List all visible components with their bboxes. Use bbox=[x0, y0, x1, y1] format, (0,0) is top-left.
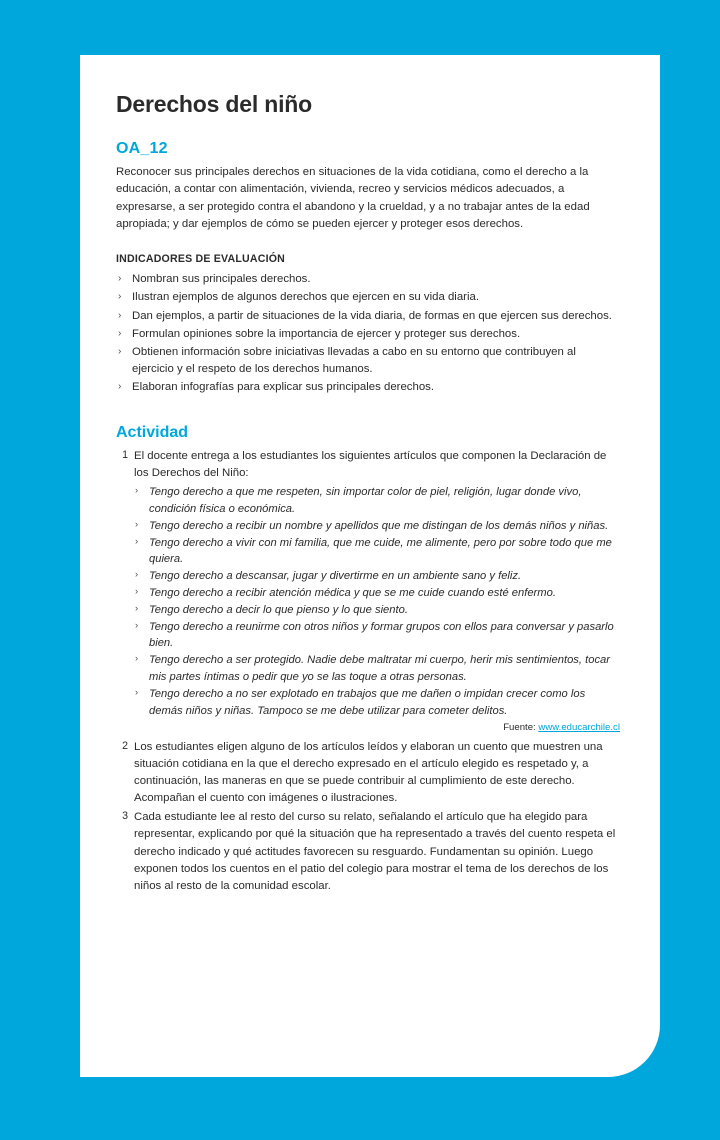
source-credit bbox=[134, 721, 620, 735]
chevron-right-icon: › bbox=[135, 485, 139, 497]
right-text: Tengo derecho a decir lo que pienso y lo que siento. bbox=[149, 603, 408, 616]
right-text: Tengo derecho a recibir un nombre y apellidos que me distingan de los demás niños y niñas. bbox=[149, 519, 609, 532]
activity-steps-list bbox=[116, 448, 620, 895]
list-item bbox=[134, 535, 620, 569]
right-text: Tengo derecho a ser protegido. Nadie debe maltratar mi cuerpo, herir mis sentimientos, tocar mis partes íntimas o pedir que yo se las toque a otras personas. bbox=[149, 654, 610, 684]
chevron-right-icon: › bbox=[135, 653, 139, 665]
learning-objective-block bbox=[116, 140, 620, 233]
list-item bbox=[116, 326, 620, 343]
right-text: Tengo derecho a vivir con mi familia, que me cuide, me alimente, pero por sobre todo que me quiera. bbox=[149, 536, 612, 566]
step-number: 1 bbox=[122, 449, 128, 462]
step-text: Los estudiantes eligen alguno de los artículos leídos y elaboran un cuento que muestren una situación cotidiana en la que el derecho expresado en el artículo elegido es respetado y, a continuación, las maneras en que se puede contribuir al cumplimiento de este derecho. Acompañan el cuento con imágenes o ilustraciones. bbox=[134, 740, 603, 805]
list-item bbox=[134, 619, 620, 653]
chevron-right-icon: › bbox=[135, 586, 139, 598]
right-text: Tengo derecho a que me respeten, sin importar color de piel, religión, lugar donde vivo, condición física o económica. bbox=[149, 486, 582, 516]
oa-code: OA_12 bbox=[116, 140, 168, 157]
source-link[interactable]: www.educarchile.cl bbox=[538, 722, 620, 734]
chevron-right-icon: › bbox=[118, 327, 122, 339]
rights-list bbox=[134, 484, 620, 719]
list-item bbox=[134, 484, 620, 518]
list-item bbox=[116, 289, 620, 306]
activity-step-3 bbox=[116, 809, 620, 895]
chevron-right-icon: › bbox=[135, 686, 139, 698]
list-item bbox=[116, 379, 620, 396]
document-page bbox=[80, 55, 660, 1077]
activity-heading: Actividad bbox=[116, 424, 189, 442]
page-title: Derechos del niño bbox=[116, 91, 312, 117]
right-text: Tengo derecho a descansar, jugar y divertirme en un ambiente sano y feliz. bbox=[149, 570, 522, 583]
chevron-right-icon: › bbox=[135, 535, 139, 547]
indicator-text: Ilustran ejemplos de algunos derechos que ejercen en su vida diaria. bbox=[132, 291, 479, 304]
list-item bbox=[116, 308, 620, 325]
chevron-right-icon: › bbox=[118, 380, 122, 392]
source-label: Fuente: bbox=[503, 722, 536, 734]
indicator-text: Obtienen información sobre iniciativas llevadas a cabo en su entorno que contribuyen al ejercicio y el respeto de los derechos humanos. bbox=[132, 345, 576, 375]
step-number: 2 bbox=[122, 739, 128, 752]
list-item bbox=[134, 585, 620, 602]
right-text: Tengo derecho a reunirme con otros niños y formar grupos con ellos para conversar y pasarlo bien. bbox=[149, 620, 614, 650]
indicator-text: Nombran sus principales derechos. bbox=[132, 273, 311, 286]
list-item bbox=[134, 602, 620, 619]
chevron-right-icon: › bbox=[135, 569, 139, 581]
right-text: Tengo derecho a no ser explotado en trabajos que me dañen o impidan crecer como los demás niños y niñas. Tampoco se me debe utilizar para cometer delitos. bbox=[149, 687, 586, 717]
list-item bbox=[134, 652, 620, 686]
indicators-block bbox=[116, 253, 620, 396]
oa-description: Reconocer sus principales derechos en situaciones de la vida cotidiana, como el derecho a la educación, a contar con alimentación, vivienda, recreo y servicios médicos adecuados, a expresarse, a ser protegido contra el abandono y la crueldad, y a no trabajar antes de la edad apropiada; y dar ejemplos de cómo se pueden ejercer y proteger esos derechos. bbox=[116, 166, 590, 230]
step-text: El docente entrega a los estudiantes los siguientes artículos que componen la Declaración de los Derechos del Niño: bbox=[134, 450, 607, 480]
chevron-right-icon: › bbox=[135, 619, 139, 631]
chevron-right-icon: › bbox=[135, 602, 139, 614]
step-text: Cada estudiante lee al resto del curso su relato, señalando el artículo que ha elegido para representar, explicando por qué la situación que ha representado a través del cuento respeta el derecho indicado y qué actitudes favorecen su resguardo. Fundamentan su opinión. Luego exponen todos los cuentos en el patio del colegio para mostrar el tema de los derechos de los niños al resto de la comunidad escolar. bbox=[134, 811, 616, 892]
indicator-text: Formulan opiniones sobre la importancia de ejercer y proteger sus derechos. bbox=[132, 327, 521, 340]
list-item bbox=[134, 518, 620, 535]
step-number: 3 bbox=[122, 810, 128, 823]
right-text: Tengo derecho a recibir atención médica y que se me cuide cuando esté enfermo. bbox=[149, 587, 556, 600]
indicators-list bbox=[116, 271, 620, 396]
list-item bbox=[134, 568, 620, 585]
indicator-text: Dan ejemplos, a partir de situaciones de la vida diaria, de formas en que ejercen sus derechos. bbox=[132, 309, 612, 322]
chevron-right-icon: › bbox=[135, 518, 139, 530]
chevron-right-icon: › bbox=[118, 273, 122, 285]
bottom-spacer bbox=[116, 897, 620, 907]
indicators-heading: INDICADORES DE EVALUACIÓN bbox=[116, 253, 286, 266]
indicator-text: Elaboran infografías para explicar sus principales derechos. bbox=[132, 380, 435, 393]
chevron-right-icon: › bbox=[118, 291, 122, 303]
list-item bbox=[116, 271, 620, 288]
list-item bbox=[134, 686, 620, 720]
activity-step-1 bbox=[116, 448, 620, 736]
activity-step-2 bbox=[116, 739, 620, 807]
chevron-right-icon: › bbox=[118, 309, 122, 321]
list-item bbox=[116, 344, 620, 378]
chevron-right-icon: › bbox=[118, 345, 122, 357]
